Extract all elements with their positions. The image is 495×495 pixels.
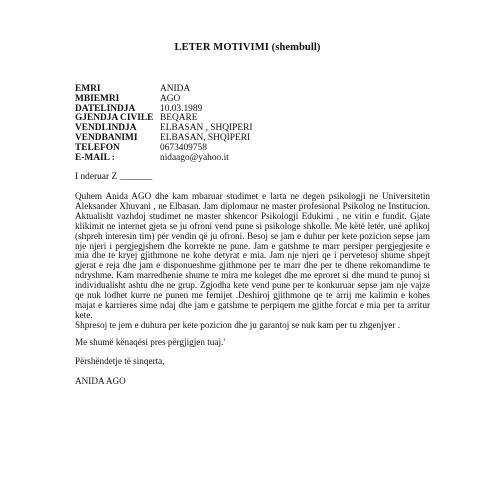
field-value: BEQARE xyxy=(160,113,198,124)
field-label: DATELINDJA xyxy=(75,103,136,114)
body-paragraph: Shpresoj te jem e duhura per kete pozicion dhe ju garantoj se nuk kam per tu zhgenjyer . xyxy=(75,319,401,330)
field-value: ELBASAN, SHQIPERI xyxy=(160,132,251,143)
field-value: AGO xyxy=(160,93,181,104)
field-label: TELEFON xyxy=(75,142,120,153)
letter-title: LETER MOTIVIMI (shembull) xyxy=(174,42,321,53)
letter-body xyxy=(75,192,430,331)
field-label: EMRI xyxy=(75,84,101,94)
field-label: VENDLINDJA xyxy=(75,123,137,134)
body-paragraph: Quhem Anida AGO dhe kam mbaruar studimet e larta ne degen psikologji ne Universitetin Aleksander Xhuvani , ne Elbasan. Jam diplomaur ne master profesional Psikolog ne Institucion. Aktualisht vazhdoj studimet ne master shkencor Psikologji Edukimi , ne vitin e fundit. Gjate klikimit ne internet gjeta se ju ofroni vend pune si psikologe shkolle. Me këtë letër, unë aplikoj (shpreh interesin tim) për vendin që ju ofroni. Besoj se jam e duhur per kete pozicion sepse jam nje njeri i pergjegjshem dhe korrekte ne pune. Jam e gatshme te marr persiper pergjegjesite e mia dhe te kryej gjithmone ne kohe detyrat e mia. Jam nje njeri qe i pervetesoj shume shpejt gjerat e reja dhe jam e disponueshme gjithmone per te marr dhe per te dhene rekomandime te ndryshme. Kam marredhenie shume te mira me koleget dhe me eproret si dhe mund te punoj si individualisht ashtu dhe ne grup. Zgjodha kete vend pune per te konkuruar sepse jam nje vajze qe nuk lodhet kurre ne punen me femijet .Deshiroj gjithmone qe te arrij me kalimin e kohes majat e karrieres sime ndaj dhe jam e gatshme te perpiqem me gjithe forcat e mia per ta arritur kete. xyxy=(75,191,430,320)
field-label: MBIEMRI xyxy=(75,93,120,104)
closing-line: Me shumë kënaqësi pres përgjigjen tuaj.' xyxy=(75,337,225,347)
field-label: E-MAIL : xyxy=(75,152,115,163)
field-value: ANIDA xyxy=(160,84,191,94)
field-label: VENDBANIMI xyxy=(75,132,138,143)
signature: ANIDA AGO xyxy=(75,376,126,386)
field-value: ELBASAN , SHQIPERI xyxy=(160,123,253,134)
field-value: 0673409758 xyxy=(160,142,207,153)
field-value: 10.03.1989 xyxy=(160,103,203,114)
field-label: GJENDJA CIVILE xyxy=(75,113,154,124)
greeting-line: Përshëndetje të sinqerta, xyxy=(75,356,165,366)
salutation: I nderuar Z _______ xyxy=(75,172,153,182)
email-value: nidaago@yahoo.it xyxy=(160,152,229,163)
